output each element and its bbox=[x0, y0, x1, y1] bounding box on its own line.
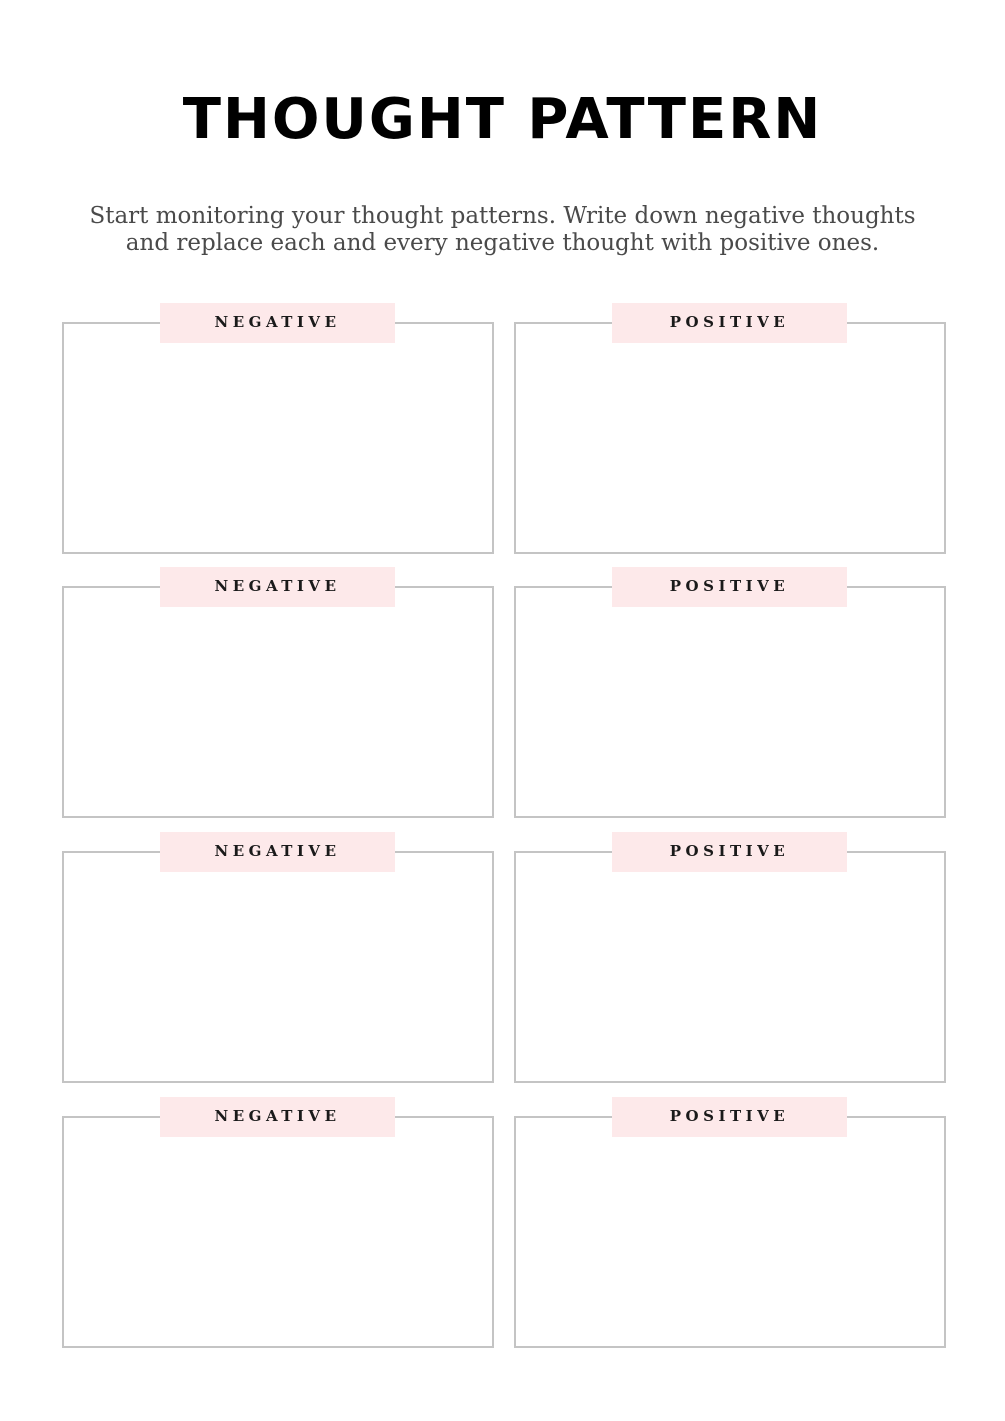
negative-label: NEGATIVE bbox=[160, 303, 395, 343]
negative-box bbox=[62, 313, 494, 554]
positive-writing-area[interactable] bbox=[524, 616, 936, 808]
negative-writing-area[interactable] bbox=[72, 616, 484, 808]
negative-writing-area[interactable] bbox=[72, 352, 484, 544]
positive-box bbox=[514, 577, 946, 818]
negative-writing-area[interactable] bbox=[72, 1146, 484, 1338]
negative-label: NEGATIVE bbox=[160, 1097, 395, 1137]
instructions-line-1: Start monitoring your thought patterns. Write down negative thoughts bbox=[89, 203, 916, 229]
positive-label: POSITIVE bbox=[612, 567, 847, 607]
positive-writing-area[interactable] bbox=[524, 1146, 936, 1338]
positive-writing-area[interactable] bbox=[524, 881, 936, 1073]
positive-label: POSITIVE bbox=[612, 1097, 847, 1137]
negative-box bbox=[62, 842, 494, 1083]
instructions-line-2: and replace each and every negative thought with positive ones. bbox=[125, 230, 880, 256]
positive-label: POSITIVE bbox=[612, 303, 847, 343]
positive-box bbox=[514, 313, 946, 554]
negative-label: NEGATIVE bbox=[160, 567, 395, 607]
positive-box bbox=[514, 842, 946, 1083]
negative-box bbox=[62, 1107, 494, 1348]
negative-label: NEGATIVE bbox=[160, 832, 395, 872]
negative-box bbox=[62, 577, 494, 818]
positive-box bbox=[514, 1107, 946, 1348]
negative-writing-area[interactable] bbox=[72, 881, 484, 1073]
page-title: THOUGHT PATTERN bbox=[182, 87, 823, 152]
positive-writing-area[interactable] bbox=[524, 352, 936, 544]
positive-label: POSITIVE bbox=[612, 832, 847, 872]
